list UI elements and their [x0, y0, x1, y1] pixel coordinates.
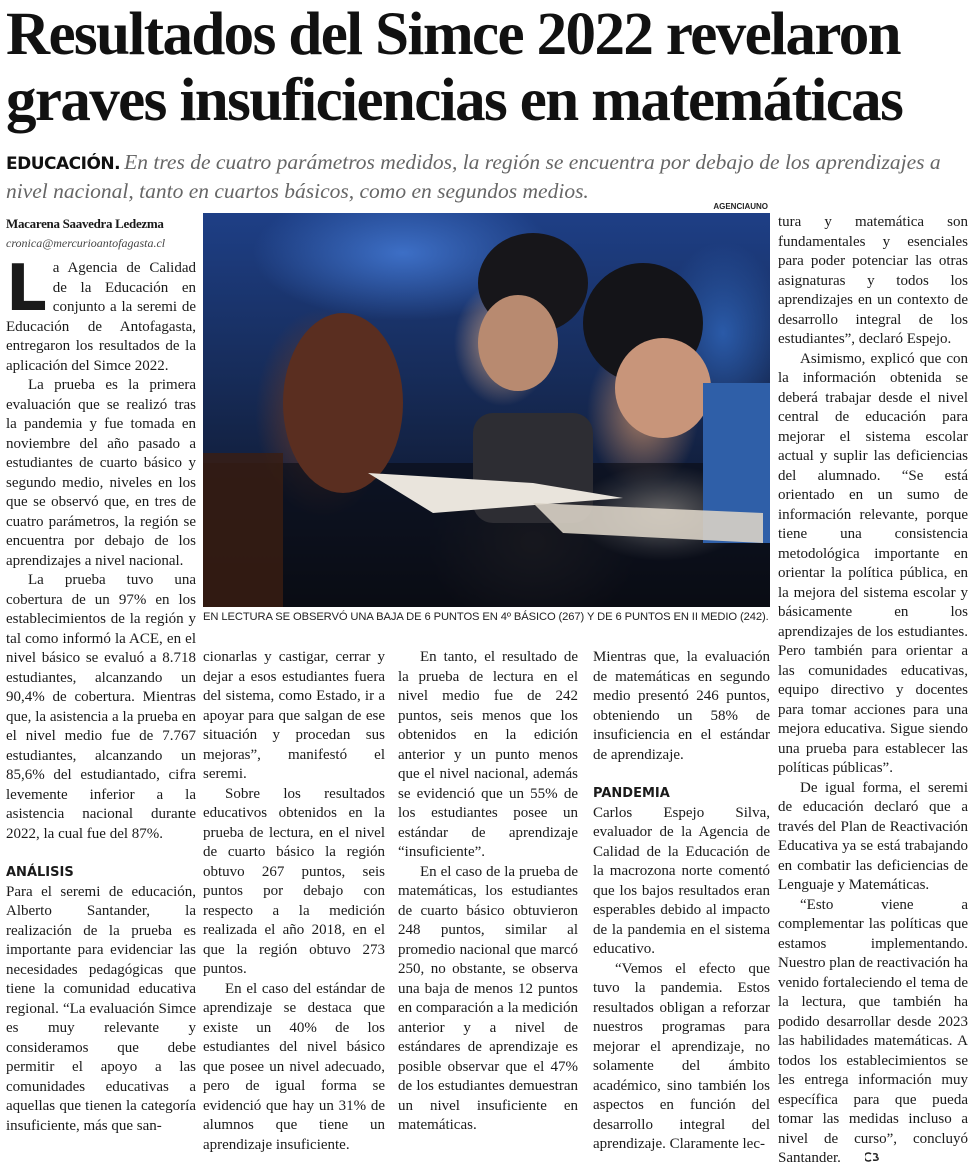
- article-photo: [203, 213, 770, 607]
- paragraph: a Agencia de Calidad de la Educación en conjunto a la seremi de Educación de Antofagasta, entregaron los resultados de la aplicación del Simce 2022.: [6, 260, 196, 374]
- paragraph: tura y matemática son fundamentales y esenciales para poder potenciar las otras asignaturas y todos los aprendizajes en un contexto de desarrollo integral de los estudiantes”, declaró Espejo.: [778, 214, 968, 347]
- paragraph: Carlos Espejo Silva, evaluador de la Agencia de Calidad de la Educación de la macrozona norte comentó que los bajos resultados eran esperables debido al impacto de la pandemia en el sistema educativo.: [593, 804, 770, 957]
- photo-credit: AGENCIAUNO: [713, 202, 768, 211]
- article-column-1: [6, 252, 196, 1136]
- paragraph: Para el seremi de educación, Alberto Santander, la realización de la prueba es importante para evidenciar las necesidades pedagógicas que tiene la comunidad educativa regional. “La evaluación Simce es muy relevante y consideramos que debe permitir el apoyo a las comunidades educativas a aquellas que tienen la categoría insuficiente, más que san-: [6, 883, 196, 1134]
- deck: [6, 149, 966, 205]
- author-name: Macarena Saavedra Ledezma: [6, 216, 164, 231]
- article-column-2: [203, 648, 385, 1155]
- article-column-3: [398, 648, 578, 1136]
- students-writing-illustration: [203, 213, 770, 607]
- photo-caption: EN LECTURA SE OBSERVÓ UNA BAJA DE 6 PUNTOS EN 4º BÁSICO (267) Y DE 6 PUNTOS EN II MEDIO (242).: [203, 611, 769, 623]
- paragraph: “Vemos el efecto que tuvo la pandemia. Estos resultados obligan a reforzar nuestros programas para mejorar el aprendizaje, no solamente del ámbito académico, sino también los aspectos en función del desarrollo integral del aprendizaje. Claramente lec-: [593, 960, 770, 1152]
- paragraph: La prueba es la primera evaluación que se realizó tras la pandemia y fue tomada en noviembre del año pasado a estudiantes de cuarto básico y segundo medio, niveles en los que se observó que, en tres de cuatro parámetros, la región se encuentra por debajo de los aprendizajes a nivel nacional.: [6, 377, 196, 569]
- paragraph: En tanto, el resultado de la prueba de lectura en el nivel medio fue de 242 puntos, seis menos que los obtenidos en la edición anterior y un punto menos que el nivel nacional, además se evidenció que un 55% de los estudiantes posee un estándar de aprendizaje “insuficiente”.: [398, 649, 578, 860]
- paragraph-text: “Esto viene a complementar las políticas que estamos implementando. Nuestro plan de reactivación ha venido fortaleciendo el tema de la lectura, que también ha podido desarrollar desde 2023 las habilidades matemáticas. A todos los establecimientos se les entrega información muy específica para que pueda tomar las medidas incluso a nivel de curso”, concluyó Santander.: [778, 896, 968, 1167]
- author-email: cronica@mercurioantofagasta.cl: [6, 236, 166, 250]
- paragraph: De igual forma, el seremi de educación declaró que a través del Plan de Reactivación Educativa ya se está trabajando en combatir las deficiencias de Lenguaje y Matemáticas.: [778, 779, 968, 893]
- headline-line-2: graves insuficiencias en matemáticas: [6, 67, 903, 134]
- drop-cap: L: [6, 252, 47, 326]
- headline: [6, 2, 968, 134]
- paragraph: La prueba tuvo una cobertura de un 97% en los establecimientos de la región y tal como informó la ACE, en el nivel básico se evaluó a 8.718 estudiantes, alcanzando un 90,4% de cobertura. Mientras que, la asistencia a la prueba en el nivel medio fue de 7.767 estudiantes, alcanzando un 85,6% del estudiantado, cifra levemente inferior a la asistencia nacional durante 2022, la cual fue del 87%.: [6, 572, 196, 842]
- paragraph: cionarlas y castigar, cerrar y dejar a esos estudiantes fuera del sistema, como Estado, ir a apoyar para que salgan de ese situación y procedan sus mejoras”, manifestó el seremi.: [203, 649, 385, 782]
- section-heading-analisis: ANÁLISIS: [6, 865, 74, 880]
- paragraph: En el caso del estándar de aprendizaje se destaca que existe un 40% de los estudiantes del nivel básico que posee un nivel adecuado, pero de igual forma se evidenció que hay un 31% de alumnos que tiene un aprendizaje insuficiente.: [203, 980, 385, 1153]
- paragraph: En el caso de la prueba de matemáticas, los estudiantes de cuarto básico obtuvieron 248 puntos, similar al promedio nacional que marcó 250, no obstante, se observa una baja de menos 12 puntos en comparación a la medición anterior y a nivel de estándares de aprendizaje es posible observar que el 47% de los estudiantes demuestran un nivel insuficiente en matemáticas.: [398, 863, 578, 1133]
- paragraph-final: [778, 896, 968, 1169]
- paragraph: Sobre los resultados educativos obtenidos en la prueba de lectura, en el nivel de cuarto básico la región obtuvo 267 puntos, seis puntos por debajo con respecto a la medición realizada el año 2018, en el que la región obtuvo 273 puntos.: [203, 785, 385, 977]
- headline-line-1: Resultados del Simce 2022 revelaron: [6, 1, 900, 68]
- deck-text: En tres de cuatro parámetros medidos, la región se encuentra por debajo de los aprendizajes a nivel nacional, tanto en cuartos básicos, como en segundos medios.: [6, 150, 941, 203]
- paragraph: Mientras que, la evaluación de matemáticas en segundo medio presentó 246 puntos, obteniendo un 58% de insuficiencia en el estándar de aprendizaje.: [593, 649, 770, 763]
- end-of-article-icon: [843, 1149, 881, 1169]
- byline: [6, 216, 196, 251]
- section-kicker: EDUCACIÓN.: [6, 154, 121, 174]
- article-column-4: [593, 648, 770, 1155]
- article-column-5: [778, 213, 968, 1169]
- section-heading-pandemia: PANDEMIA: [593, 786, 670, 801]
- paragraph: Asimismo, explicó que con la información obtenida se deberá trabajar desde el nivel central de educación para mejorar el sistema escolar actual y suplir las deficiencias del alumnado. “Se está orientado en un sumo de información relevante, porque tiene una consistencia metodológica importante en orientar la política pública, en la mejora del sistema escolar y básicamente en los aprendizajes de los estudiantes. Pero también para orientar a las comunidades educativas, equipo directivo y docentes para tomar acciones para una mejora educativa. Sigue siendo una prueba para establecer las políticas públicas”.: [778, 350, 968, 776]
